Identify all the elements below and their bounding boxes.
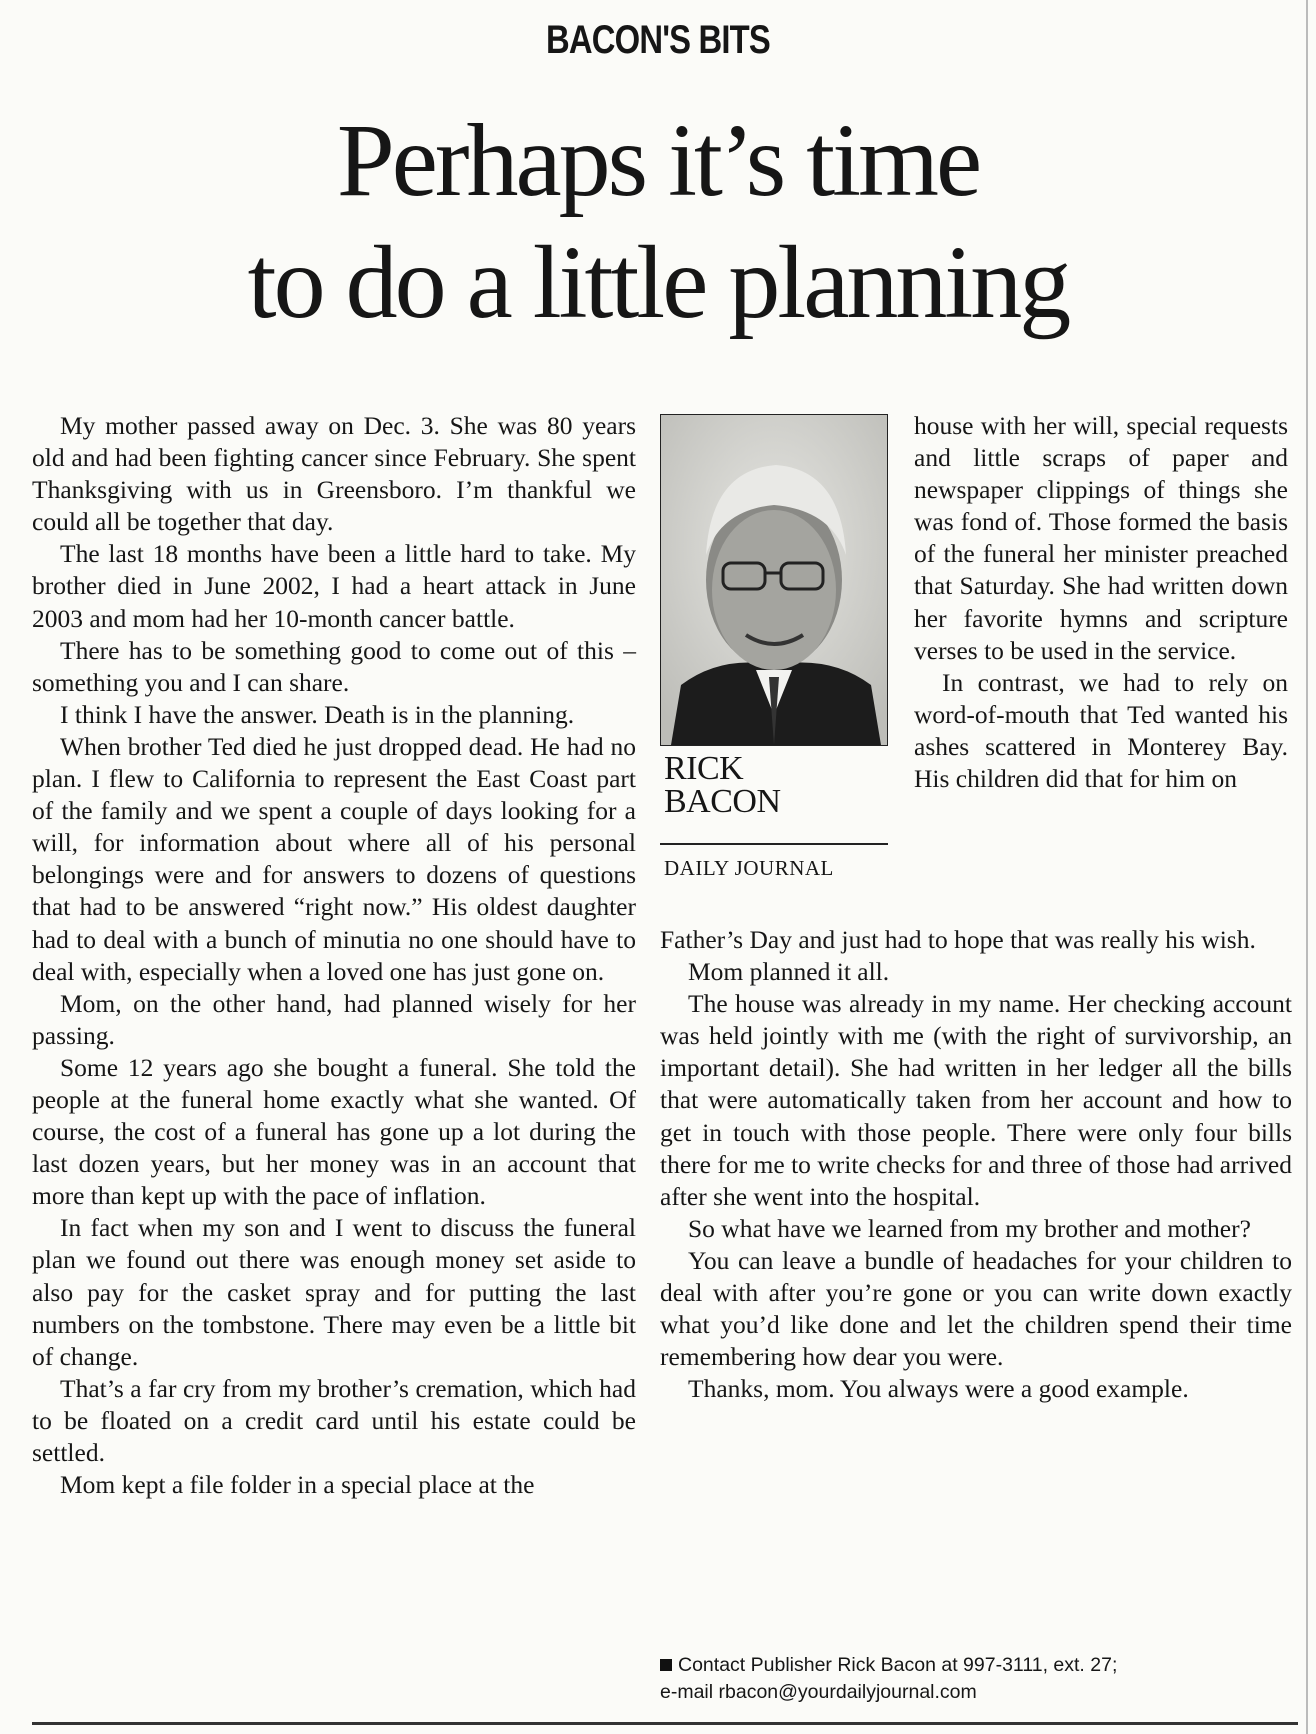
- paragraph: You can leave a bundle of headaches for your children to deal with after you’re gone or you can write down exactly what you’d like done and let the children spend their time remembering how dear you were.: [660, 1245, 1292, 1372]
- paragraph: house with her will, special requests and little scraps of paper and newspaper clippings of things she was fond of. Those formed the basis of the funeral her minister preached that Saturday. She had written down her favorite hymns and scripture verses to be used in the service.: [914, 411, 1288, 665]
- article-column-2-top: [914, 410, 1288, 795]
- paragraph: So what have we learned from my brother and mother?: [688, 1213, 1251, 1243]
- paragraph: The house was already in my name. Her checking account was held jointly with me (with the right of survivorship, an important detail). She had written in her ledger all the bills that were automatically taken from her account and how to get in touch with those people. There were only four bills there for me to write checks for and three of those had arrived after she went into the hospital.: [660, 989, 1292, 1211]
- bullet-square-icon: [660, 1659, 672, 1671]
- paragraph: When brother Ted died he just dropped dead. He had no plan. I flew to California to represent the East Coast part of the family and we spent a couple of days looking for a will, for information about where all of his personal belongings were and for answers to dozens of questions that had to be answered “right now.” His oldest daughter had to deal with a bunch of minutia no one should have to deal with, especially when a loved one has just gone on.: [32, 731, 636, 986]
- paragraph: My mother passed away on Dec. 3. She was 80 years old and had been fighting cancer since February. She spent Thanksgiving with us in Greensboro. I’m thankful we could all be together that day.: [32, 411, 636, 537]
- paragraph: Mom kept a file folder in a special place at the: [60, 1470, 535, 1500]
- paragraph: Mom, on the other hand, had planned wisely for her passing.: [32, 988, 636, 1050]
- paragraph: Thanks, mom. You always were a good example.: [688, 1374, 1189, 1404]
- column-kicker: BACON'S BITS: [546, 18, 770, 62]
- paragraph: That’s a far cry from my brother’s cremation, which had to be floated on a credit card until his estate could be settled.: [32, 1373, 636, 1467]
- author-photo: [660, 414, 888, 746]
- paragraph: In fact when my son and I went to discuss the funeral plan we found out there was enough money set aside to also pay for the casket spray and for putting the last numbers on the tombstone. There may even be a little bit of change.: [32, 1213, 636, 1371]
- contact-line: Contact Publisher Rick Bacon at 997-3111, ext. 27;: [678, 1654, 1118, 1676]
- contact-info: [660, 1652, 1300, 1706]
- article-column-2-bottom: [660, 924, 1292, 1405]
- contact-email: e-mail rbacon@yourdailyjournal.com: [660, 1681, 977, 1703]
- paragraph: Some 12 years ago she bought a funeral. She told the people at the funeral home exactly what she wanted. Of course, the cost of a funeral has gone up a lot during the last dozen years, but her money was in an account that more than kept up with the pace of inflation.: [32, 1052, 636, 1211]
- headline: [40, 100, 1276, 344]
- article-column-1: [32, 410, 636, 1501]
- paragraph: There has to be something good to come out of this – something you and I can share.: [32, 635, 636, 697]
- bottom-rule: [32, 1722, 1298, 1725]
- headline-line-1: Perhaps it’s time: [336, 103, 980, 218]
- byline-outlet: DAILY JOURNAL: [664, 856, 834, 880]
- byline-last-name: BACON: [664, 783, 781, 820]
- byline-first-name: RICK: [664, 750, 744, 787]
- byline-divider: [660, 843, 888, 845]
- paragraph: The last 18 months have been a little hard to take. My brother died in June 2002, I had a heart attack in June 2003 and mom had her 10-month cancer battle.: [32, 539, 636, 633]
- paragraph: Mom planned it all.: [688, 957, 890, 987]
- paragraph: I think I have the answer. Death is in the planning.: [60, 699, 575, 729]
- author-portrait-image: [661, 415, 887, 745]
- paragraph: Father’s Day and just had to hope that was really his wish.: [660, 925, 1256, 954]
- right-edge-rule: [1306, 0, 1308, 1734]
- headline-line-2: to do a little planning: [247, 225, 1069, 340]
- paragraph: In contrast, we had to rely on word-of-mouth that Ted wanted his ashes scattered in Monterey Bay. His children did that for him on: [914, 667, 1288, 794]
- byline-name: [664, 752, 781, 818]
